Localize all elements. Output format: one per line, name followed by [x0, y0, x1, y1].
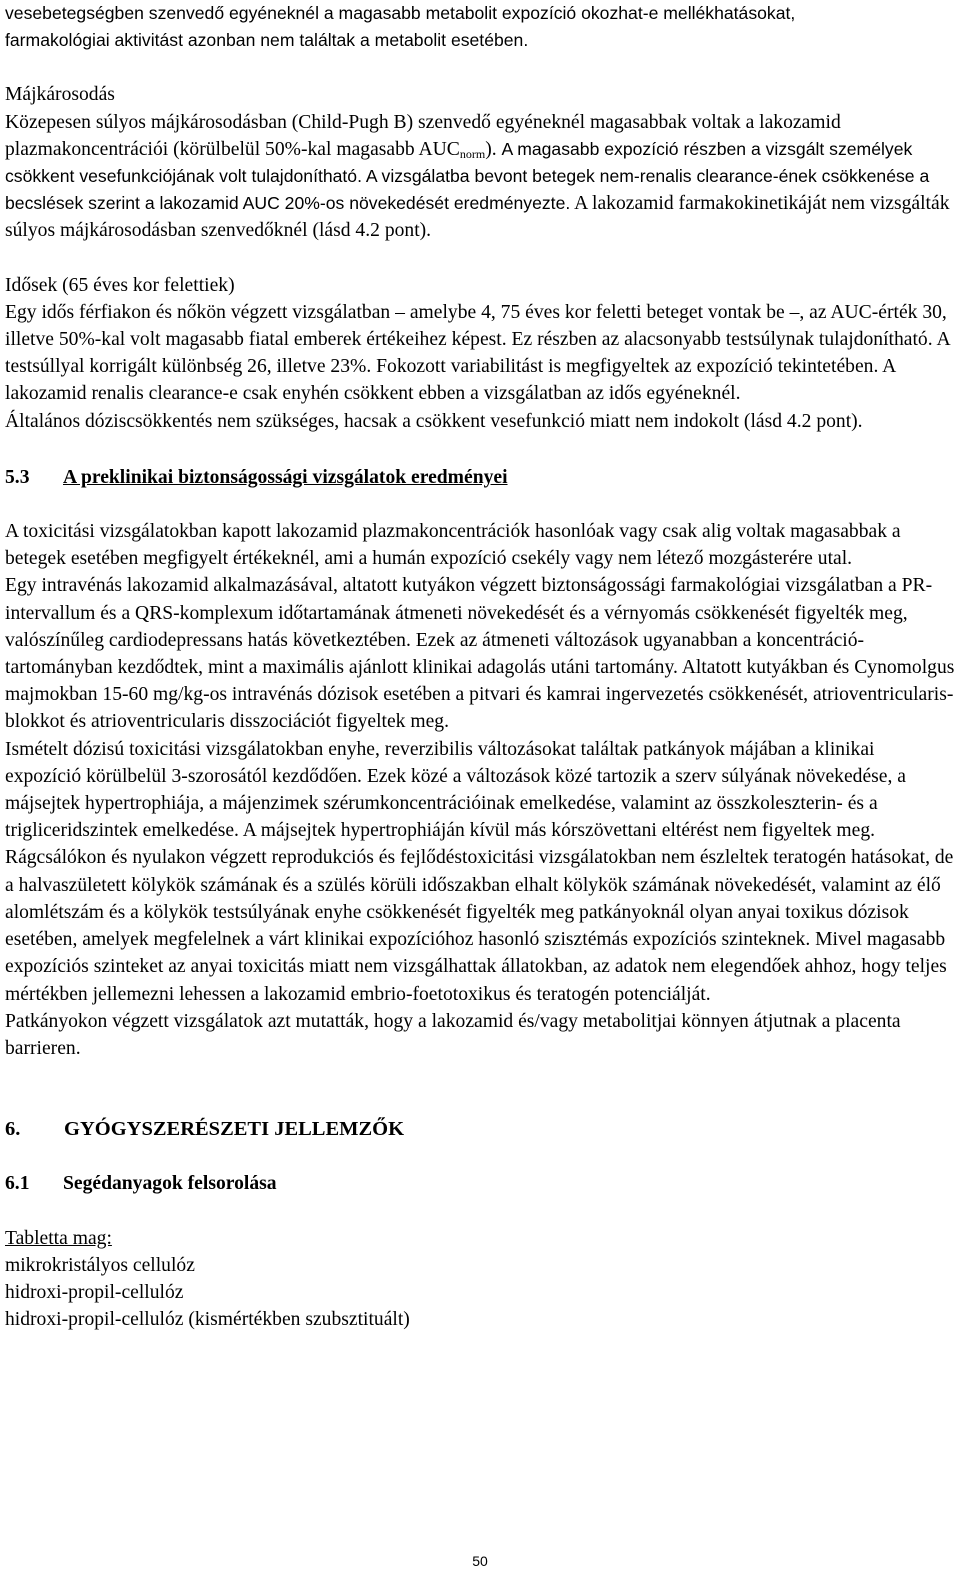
auc-subscript: norm: [459, 146, 486, 161]
page-number: 50: [472, 1553, 488, 1569]
excipient-item: hidroxi-propil-cellulóz (kismértékben szubsztituált): [5, 1309, 410, 1331]
section-6-1-number: 6.1: [5, 1173, 30, 1195]
section-5-3-title: A preklinikai biztonságossági vizsgálatok eredményei: [63, 466, 508, 488]
liver-heading: Májkárosodás: [5, 84, 115, 106]
section-6-heading: [5, 1116, 955, 1143]
preclinical-paragraph-5: Patkányokon végzett vizsgálatok azt mutatták, hogy a lakozamid és/vagy metabolitjai könnyen átjutnak a placenta barrieren.: [5, 1010, 901, 1059]
tablet-core-label: Tabletta mag:: [5, 1227, 112, 1249]
preclinical-paragraph-2: Egy intravénás lakozamid alkalmazásával, altatott kutyákon végzett biztonságossági farmakológiai vizsgálatban a PR-intervallum és a QRS-komplexum időtartamának átmeneti növekedését és a vérnyomás csökkenését figyelték meg, valószínűleg cardiodepressans hatás következtében. Ezek az átmeneti változások ugyanabban a koncentráció-tartományban kezdődtek, mint a maximális ajánlott klinikai adagolás utáni tartomány. Altatott kutyákban és Cynomolgus majmokban 15-60 mg/kg-os intravénás dózisok esetében a pitvari és kamrai ingervezetés csökkenését, atrioventricularis-blokkot és atrioventricularis disszociációt figyeltek meg.: [5, 575, 955, 733]
liver-paragraph: [5, 109, 955, 245]
section-5-3-heading: [5, 464, 955, 491]
intro-paragraph: [5, 0, 955, 54]
excipient-item: hidroxi-propil-cellulóz: [5, 1281, 184, 1303]
intro-line-2: farmakológiai aktivitást azonban nem találtak a metabolit esetében.: [5, 30, 529, 51]
liver-text-a: Közepesen súlyos májkárosodásban (Child-Pugh B) szenvedő egyéneknél magasabbak voltak a lakozamid plazmakoncentrációi (körülbelül 50%-kal magasabb AUC: [5, 111, 841, 160]
liver-text-d: A lakozamid farmakokinetikáját nem vizsgálták súlyos májkárosodásban szenvedőknél (lásd 4.2 pont).: [5, 193, 950, 242]
elderly-paragraph-2: Általános dóziscsökkentés nem szükséges, hacsak a csökkent vesefunkció miatt nem indokolt (lásd 4.2 pont).: [5, 410, 863, 432]
liver-text-c: A magasabb expozíció részben a vizsgált személyek csökkent vesefunkciójának volt tulajdonítható. A vizsgálatba bevont betegek nem-renalis clearance-ének csökkenése a becslések szerint a lakozamid AUC 20%-os növekedését eredményezte.: [5, 138, 930, 214]
liver-text-b: ).: [485, 138, 502, 160]
section-5-3-number: 5.3: [5, 466, 30, 488]
section-6-1-heading: [5, 1170, 955, 1197]
preclinical-paragraph-1: A toxicitási vizsgálatokban kapott lakozamid plazmakoncentrációk hasonlóak vagy csak alig voltak magasabbak a betegek esetében megfigyelt értékeknél, ami a humán expozíció csekély vagy nem létező mozgásterére utal.: [5, 521, 901, 570]
elderly-heading: Idősek (65 éves kor felettiek): [5, 274, 235, 296]
section-6-1-title: Segédanyagok felsorolása: [63, 1173, 277, 1195]
intro-line-1: vesebetegségben szenvedő egyéneknél a magasabb metabolit expozíció okozhat-e mellékhatásokat,: [5, 3, 796, 23]
preclinical-paragraph-4: Rágcsálókon és nyulakon végzett reprodukciós és fejlődéstoxicitási vizsgálatokban nem észleltek teratogén hatásokat, de a halvaszületett kölykök számának és a szülés körüli időszakban elhalt kölykök számának növekedését, valamint az élő alomlétszám és a kölykök testsúlyának enyhe csökkenését figyelték meg patkányoknál olyan anyai toxikus dózisok esetében, amelyek megfelelnek a várt klinikai expozícióhoz hasonló szisztémás expozíciós szinteknek. Mivel magasabb expozíciós szinteket az anyai toxicitás miatt nem vizsgálhattak állatokban, az adatok nem elegendőek ahhoz, hogy teljes mértékben jellemezni lehessen a lakozamid embrio-foetotoxikus és teratogén potenciálját.: [5, 847, 954, 1005]
elderly-paragraph-1: Egy idős férfiakon és nőkön végzett vizsgálatban – amelybe 4, 75 éves kor feletti beteget vontak be –, az AUC-érték 30, illetve 50%-kal volt magasabb fiatal emberek értékeihez képest. Ez részben az alacsonyabb testsúlynak tulajdonítható. A testsúllyal korrigált különbség 26, illetve 23%. Fokozott variabilitást is megfigyeltek az expozíció tekintetében. A lakozamid renalis clearance-e csak enyhén csökkent ebben a vizsgálatban az idős egyéneknél.: [5, 301, 950, 405]
section-6-title: GYÓGYSZERÉSZETI JELLEMZŐK: [64, 1118, 405, 1141]
excipient-item: mikrokristályos cellulóz: [5, 1254, 195, 1276]
document-page: [5, 0, 955, 1333]
section-6-number: 6.: [5, 1118, 21, 1141]
preclinical-paragraph-3: Ismételt dózisú toxicitási vizsgálatokban enyhe, reverzibilis változásokat találtak patkányok májában a klinikai expozíció körülbelül 3-szorosától kezdődően. Ezek közé a változások közé tartozik a szerv súlyának növekedése, a májsejtek hypertrophiája, a májenzimek szérumkoncentrációinak emelkedése, valamint az összkoleszterin- és a trigliceridszintek emelkedése. A májsejtek hypertrophiáján kívül más kórszövettani eltérést nem figyeltek meg.: [5, 738, 906, 842]
